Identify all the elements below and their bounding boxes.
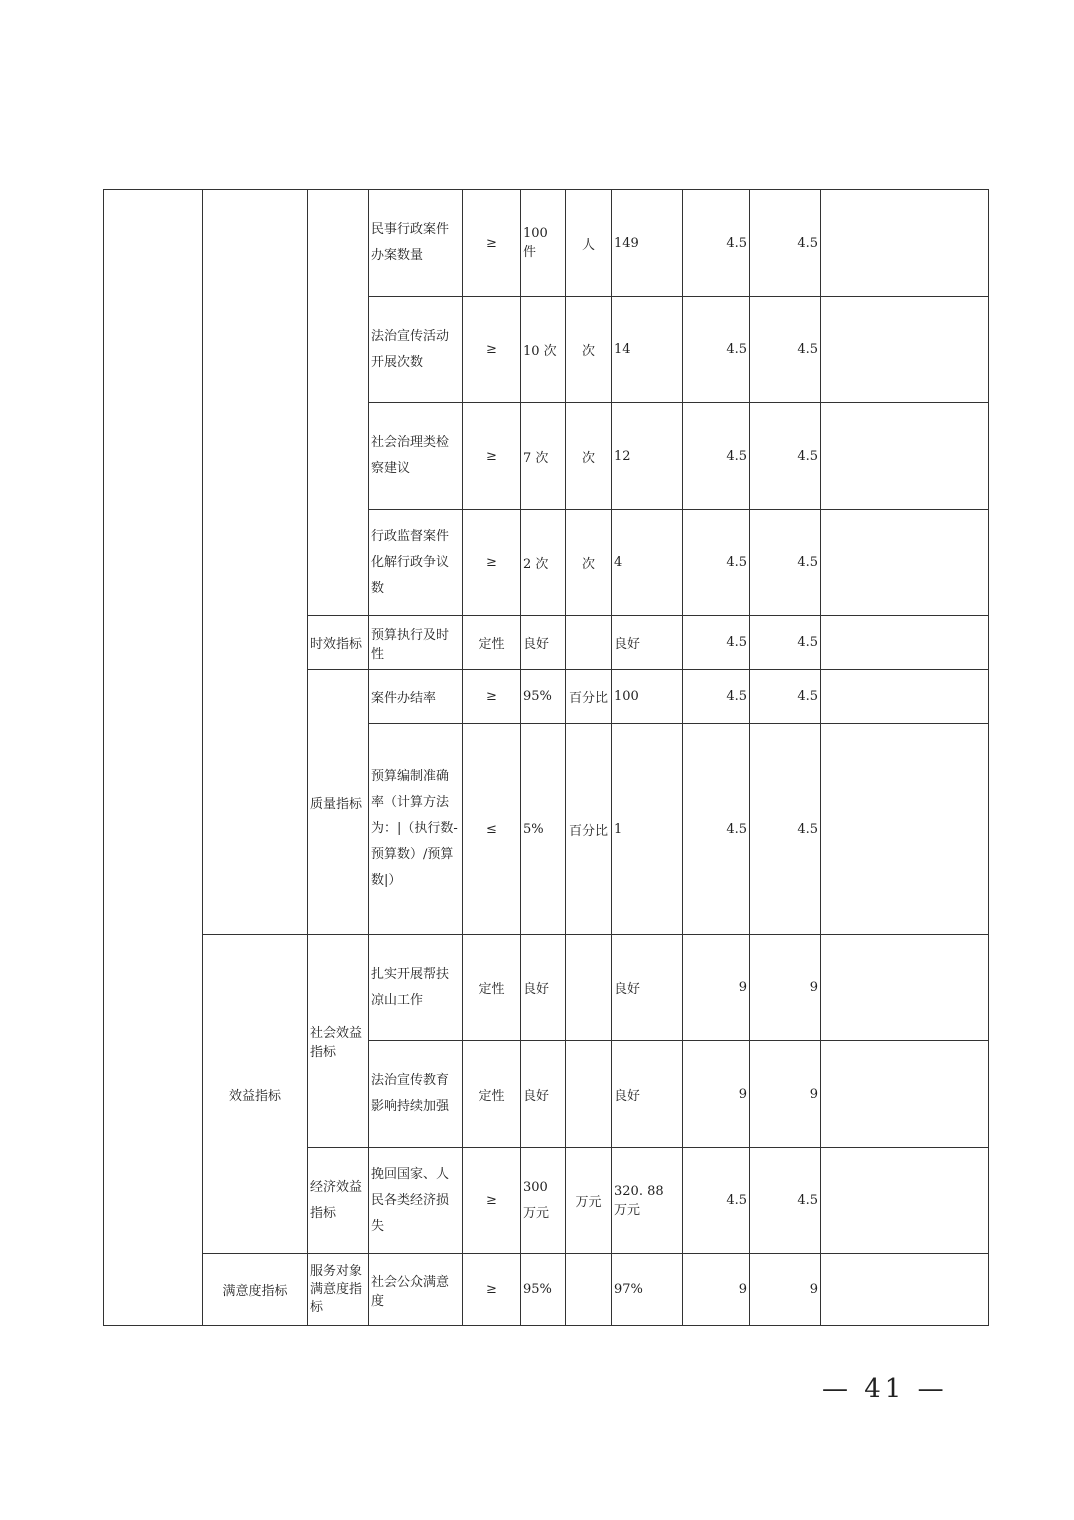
actual-cell: 良好 [612, 935, 683, 1041]
actual-cell: 良好 [612, 1041, 683, 1148]
unit-cell: 次 [566, 403, 612, 510]
unit-cell [566, 1041, 612, 1148]
actual-cell: 1 [612, 724, 683, 935]
note-cell [821, 1041, 989, 1148]
operator-cell: ≥ [463, 190, 521, 297]
unit-cell: 次 [566, 297, 612, 403]
weight-cell: 9 [683, 1254, 750, 1326]
weight-cell: 9 [683, 935, 750, 1041]
level3-cell: 服务对象满意度指标 [308, 1254, 369, 1326]
operator-cell: ≥ [463, 403, 521, 510]
score-cell: 4.5 [750, 1148, 821, 1254]
target-cell: 良好 [521, 616, 566, 670]
unit-cell: 次 [566, 510, 612, 616]
page-number: — 41 — [822, 1374, 948, 1404]
operator-cell: ≥ [463, 1254, 521, 1326]
unit-cell [566, 616, 612, 670]
note-cell [821, 510, 989, 616]
target-cell: 95% [521, 670, 566, 724]
indicator-cell: 行政监督案件化解行政争议数 [369, 510, 463, 616]
note-cell [821, 1254, 989, 1326]
table-row [104, 1254, 989, 1326]
target-cell: 95% [521, 1254, 566, 1326]
actual-cell: 12 [612, 403, 683, 510]
operator-cell: ≥ [463, 1148, 521, 1254]
target-cell: 良好 [521, 1041, 566, 1148]
unit-cell: 万元 [566, 1148, 612, 1254]
target-cell: 300 万元 [521, 1148, 566, 1254]
unit-cell [566, 935, 612, 1041]
score-cell: 4.5 [750, 297, 821, 403]
level2-cell: 效益指标 [203, 935, 308, 1254]
weight-cell: 4.5 [683, 616, 750, 670]
level2-cell: 满意度指标 [203, 1254, 308, 1326]
score-cell: 9 [750, 935, 821, 1041]
note-cell [821, 616, 989, 670]
operator-cell: ≤ [463, 724, 521, 935]
score-cell: 9 [750, 1041, 821, 1148]
operator-cell: ≥ [463, 510, 521, 616]
level2-cell [203, 190, 308, 935]
actual-cell: 14 [612, 297, 683, 403]
score-cell: 4.5 [750, 403, 821, 510]
note-cell [821, 935, 989, 1041]
level3-cell: 质量指标 [308, 670, 369, 935]
indicator-cell: 挽回国家、人民各类经济损失 [369, 1148, 463, 1254]
weight-cell: 9 [683, 1041, 750, 1148]
indicator-cell: 民事行政案件办案数量 [369, 190, 463, 297]
level1-cell [104, 190, 203, 1326]
indicator-cell: 法治宣传活动开展次数 [369, 297, 463, 403]
note-cell [821, 403, 989, 510]
score-cell: 9 [750, 1254, 821, 1326]
target-cell: 良好 [521, 935, 566, 1041]
indicator-cell: 社会公众满意度 [369, 1254, 463, 1326]
weight-cell: 4.5 [683, 724, 750, 935]
target-cell: 10 次 [521, 297, 566, 403]
operator-cell: 定性 [463, 1041, 521, 1148]
target-cell: 100 件 [521, 190, 566, 297]
target-cell: 7 次 [521, 403, 566, 510]
table-row [104, 935, 989, 1041]
weight-cell: 4.5 [683, 510, 750, 616]
unit-cell: 百分比 [566, 670, 612, 724]
indicator-cell: 预算编制准确率（计算方法为：|（执行数-预算数）/预算数|） [369, 724, 463, 935]
indicator-cell: 扎实开展帮扶凉山工作 [369, 935, 463, 1041]
note-cell [821, 190, 989, 297]
level3-cell: 社会效益指标 [308, 935, 369, 1148]
unit-cell [566, 1254, 612, 1326]
score-cell: 4.5 [750, 724, 821, 935]
level3-cell [308, 190, 369, 616]
weight-cell: 4.5 [683, 190, 750, 297]
performance-indicator-table [103, 189, 989, 1326]
level3-cell: 经济效益指标 [308, 1148, 369, 1254]
indicator-cell: 预算执行及时性 [369, 616, 463, 670]
score-cell: 4.5 [750, 670, 821, 724]
actual-cell: 97% [612, 1254, 683, 1326]
indicator-cell: 社会治理类检察建议 [369, 403, 463, 510]
note-cell [821, 297, 989, 403]
score-cell: 4.5 [750, 510, 821, 616]
operator-cell: 定性 [463, 935, 521, 1041]
weight-cell: 4.5 [683, 403, 750, 510]
weight-cell: 4.5 [683, 297, 750, 403]
actual-cell: 良好 [612, 616, 683, 670]
score-cell: 4.5 [750, 616, 821, 670]
operator-cell: 定性 [463, 616, 521, 670]
level3-cell: 时效指标 [308, 616, 369, 670]
target-cell: 2 次 [521, 510, 566, 616]
note-cell [821, 670, 989, 724]
score-cell: 4.5 [750, 190, 821, 297]
unit-cell: 百分比 [566, 724, 612, 935]
unit-cell: 人 [566, 190, 612, 297]
weight-cell: 4.5 [683, 670, 750, 724]
operator-cell: ≥ [463, 670, 521, 724]
actual-cell: 320. 88 万元 [612, 1148, 683, 1254]
operator-cell: ≥ [463, 297, 521, 403]
table-row [104, 190, 989, 297]
note-cell [821, 1148, 989, 1254]
note-cell [821, 724, 989, 935]
indicator-cell: 案件办结率 [369, 670, 463, 724]
weight-cell: 4.5 [683, 1148, 750, 1254]
indicator-cell: 法治宣传教育影响持续加强 [369, 1041, 463, 1148]
target-cell: 5% [521, 724, 566, 935]
actual-cell: 149 [612, 190, 683, 297]
actual-cell: 4 [612, 510, 683, 616]
actual-cell: 100 [612, 670, 683, 724]
